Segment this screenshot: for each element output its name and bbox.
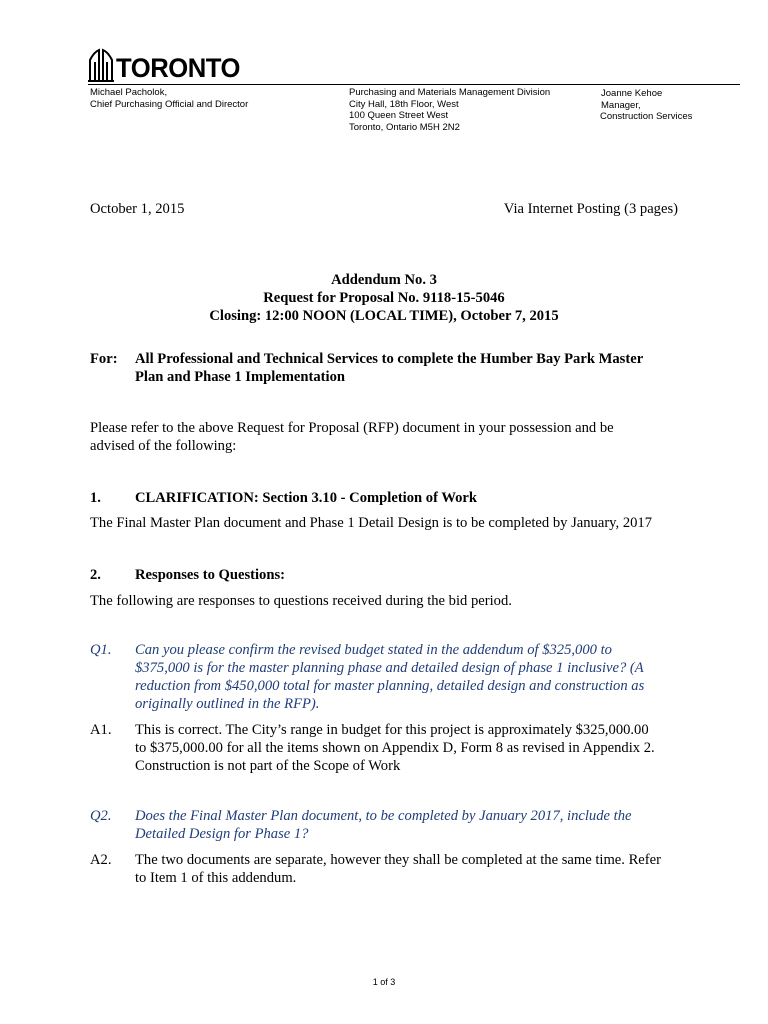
question-2-line: Does the Final Master Plan document, to be completed by January 2017, include the xyxy=(135,808,632,824)
answer-1-line: This is correct. The City’s range in budget for this project is approximately $325,000.00 xyxy=(135,722,649,738)
manager-title: Manager, xyxy=(601,99,641,111)
header-left xyxy=(90,87,248,110)
for-line-2: Plan and Phase 1 Implementation xyxy=(135,369,346,385)
section-2-text: The following are responses to questions received during the bid period. xyxy=(90,593,512,609)
logo-wordmark: TORONTO xyxy=(116,53,240,83)
posting-note: Via Internet Posting (3 pages) xyxy=(503,201,678,217)
manager-department: Construction Services xyxy=(600,111,693,122)
manager-name: Joanne Kehoe xyxy=(601,88,663,99)
section-1-heading: CLARIFICATION: Section 3.10 - Completion of Work xyxy=(135,490,478,506)
question-1-line: originally outlined in the RFP). xyxy=(135,696,320,712)
address-line-2: 100 Queen Street West xyxy=(349,110,449,121)
header-rule xyxy=(88,84,740,85)
address-line-3: Toronto, Ontario M5H 2N2 xyxy=(349,121,460,133)
rfp-number: Request for Proposal No. 9118-15-5046 xyxy=(263,290,505,306)
addendum-number: Addendum No. 3 xyxy=(331,272,437,288)
intro-paragraph xyxy=(90,419,690,455)
for-line-1: All Professional and Technical Services to complete the Humber Bay Park Master xyxy=(135,351,644,367)
answer-2-text xyxy=(135,851,735,887)
closing-info: Closing: 12:00 NOON (LOCAL TIME), October 7, 2015 xyxy=(209,308,559,324)
answer-2-label: A2. xyxy=(90,852,112,868)
address-line-1: City Hall, 18th Floor, West xyxy=(349,98,459,110)
city-hall-icon xyxy=(88,48,114,82)
question-2-label: Q2. xyxy=(90,808,112,824)
intro-line-2: advised of the following: xyxy=(90,438,237,454)
question-2-text xyxy=(135,807,735,843)
section-1-text: The Final Master Plan document and Phase 1 Detail Design is to be completed by January, 2017 xyxy=(90,515,653,531)
answer-1-line: Construction is not part of the Scope of Work xyxy=(135,758,401,774)
answer-1-text xyxy=(135,721,735,775)
for-description xyxy=(135,350,725,386)
official-name: Michael Pacholok, xyxy=(90,87,168,98)
page-number: 1 of 3 xyxy=(372,977,396,987)
intro-line-1: Please refer to the above Request for Proposal (RFP) document in your possession and be xyxy=(90,420,614,436)
question-1-line: reduction from $450,000 total for master planning, detailed design and construction as xyxy=(135,678,645,694)
header-middle xyxy=(349,87,550,133)
header-right xyxy=(601,88,692,123)
official-title: Chief Purchasing Official and Director xyxy=(90,98,249,110)
question-1-line: Can you please confirm the revised budget stated in the addendum of $325,000 to xyxy=(135,642,612,658)
question-2-line: Detailed Design for Phase 1? xyxy=(135,826,309,842)
section-2-number: 2. xyxy=(90,567,101,583)
answer-1-label: A1. xyxy=(90,722,112,738)
answer-2-line: to Item 1 of this addendum. xyxy=(135,870,297,886)
division-name: Purchasing and Materials Management Division xyxy=(349,87,551,98)
question-1-label: Q1. xyxy=(90,642,112,658)
toronto-logo xyxy=(88,46,247,82)
addendum-title xyxy=(90,271,678,325)
question-1-line: $375,000 is for the master planning phase and detailed design of phase 1 inclusive? (A xyxy=(135,660,644,676)
section-1-number: 1. xyxy=(90,490,101,506)
letter-date: October 1, 2015 xyxy=(90,201,185,217)
for-label: For: xyxy=(90,351,118,367)
answer-2-line: The two documents are separate, however they shall be completed at the same time. Refer xyxy=(135,852,661,868)
question-1-text xyxy=(135,641,735,713)
section-2-heading: Responses to Questions: xyxy=(135,567,286,583)
answer-1-line: to $375,000.00 for all the items shown on Appendix D, Form 8 as revised in Appendix 2. xyxy=(135,740,655,756)
